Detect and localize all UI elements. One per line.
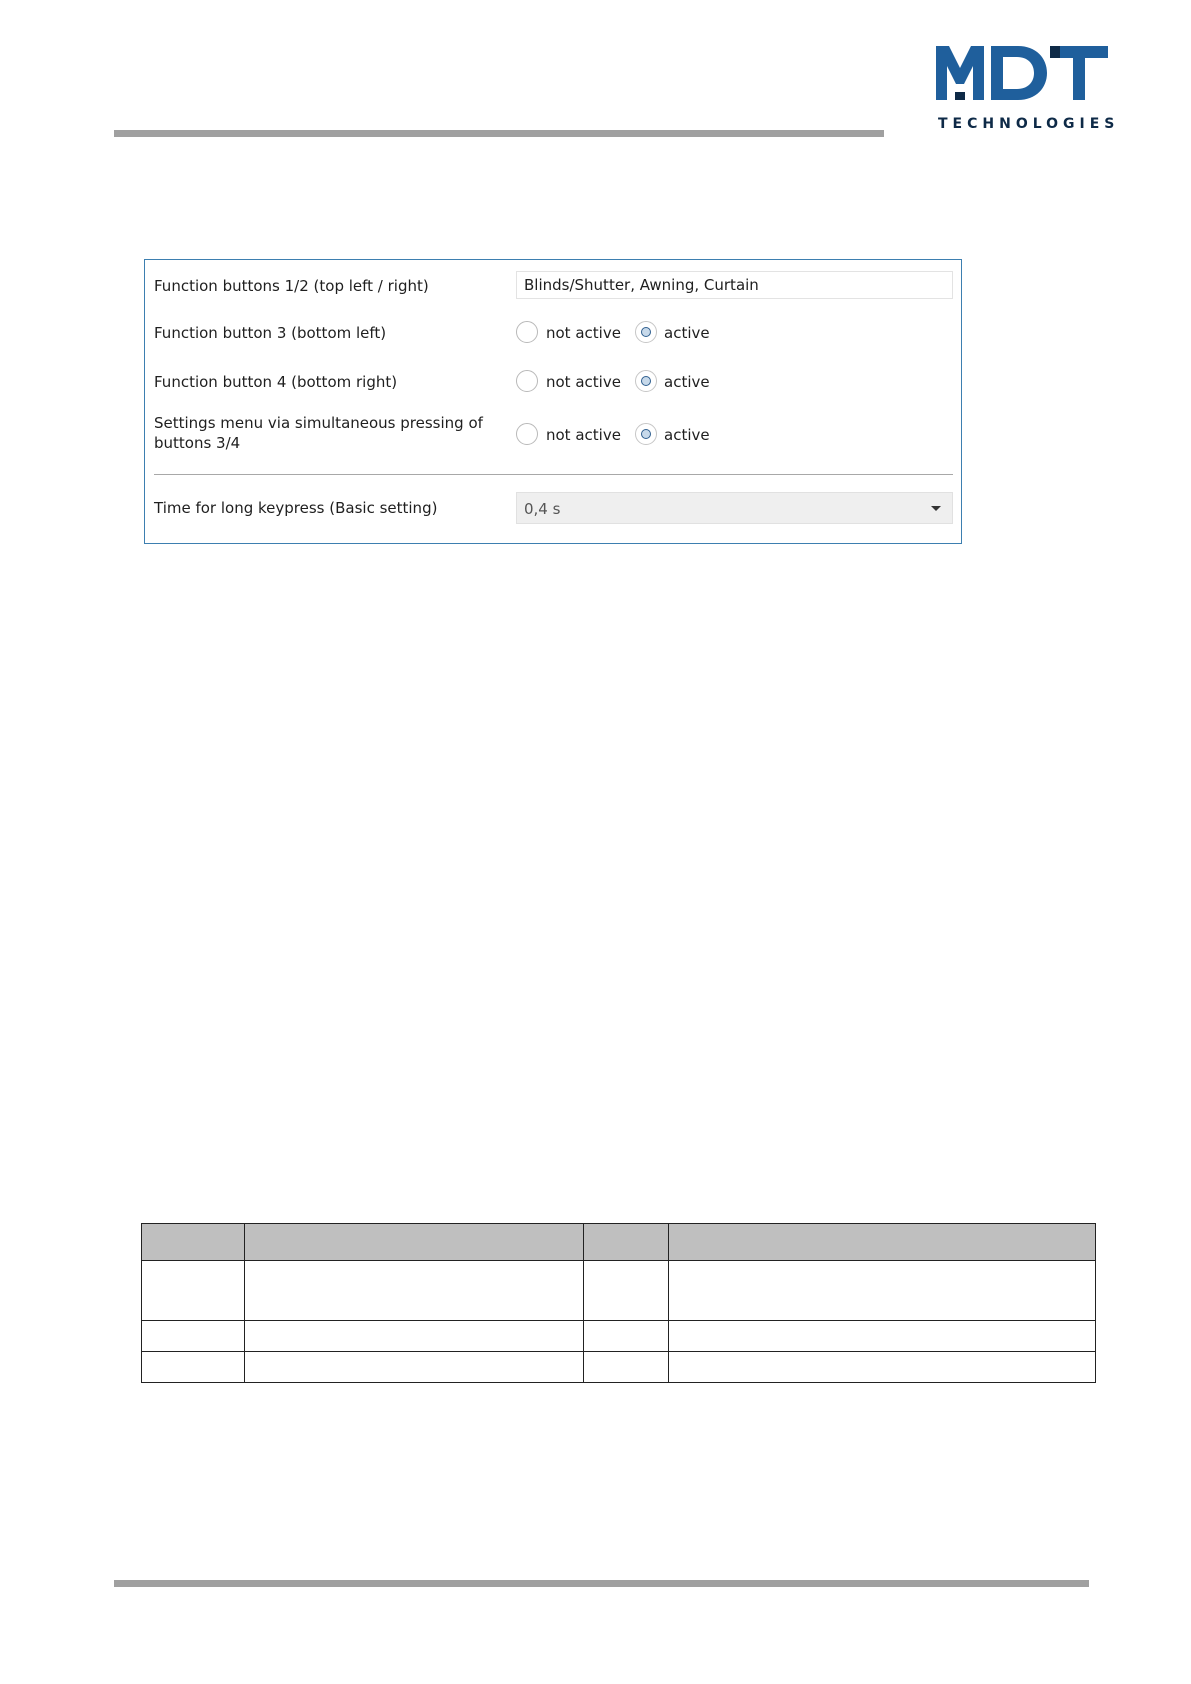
mdt-logo [936,44,1120,134]
table-cell [669,1352,1096,1383]
table-cell [142,1352,245,1383]
settings-menu-label-line2: buttons 3/4 [154,434,241,452]
function-button-3-not-active-label[interactable]: not active [546,324,621,342]
mdt-logo-mark [936,44,1108,102]
settings-menu-active-label[interactable]: active [664,426,710,444]
table-row [142,1261,1096,1321]
table-cell [669,1261,1096,1321]
table-cell [142,1321,245,1352]
table-cell [669,1321,1096,1352]
parameter-panel [144,259,962,544]
table-row [142,1352,1096,1383]
table-cell [584,1352,669,1383]
table-cell [245,1261,584,1321]
panel-divider [154,474,953,475]
table-cell [245,1352,584,1383]
long-keypress-select[interactable] [516,492,953,524]
function-button-4-not-active-radio[interactable] [516,370,538,392]
table-cell [142,1261,245,1321]
table-cell [584,1321,669,1352]
footer-rule [114,1580,1089,1587]
function-button-4-active-label[interactable]: active [664,373,710,391]
function-button-3-label: Function button 3 (bottom left) [154,324,387,342]
function-button-3-active-label[interactable]: active [664,324,710,342]
chevron-down-icon [931,506,941,511]
table-header-cell [584,1224,669,1261]
long-keypress-value: 0,4 s [524,500,561,518]
table-header-cell [245,1224,584,1261]
function-button-3-active-radio[interactable] [635,321,657,343]
long-keypress-label: Time for long keypress (Basic setting) [154,499,438,517]
table-row [142,1321,1096,1352]
settings-menu-not-active-label[interactable]: not active [546,426,621,444]
function-button-3-not-active-radio[interactable] [516,321,538,343]
function-buttons-1-2-label: Function buttons 1/2 (top left / right) [154,277,429,295]
table-cell [245,1321,584,1352]
settings-menu-not-active-radio[interactable] [516,423,538,445]
settings-menu-label [154,413,483,453]
table-header-row [142,1224,1096,1261]
function-button-4-not-active-label[interactable]: not active [546,373,621,391]
settings-menu-active-radio[interactable] [635,423,657,445]
function-buttons-1-2-field[interactable]: Blinds/Shutter, Awning, Curtain [516,271,953,299]
table-header-cell [142,1224,245,1261]
function-button-4-label: Function button 4 (bottom right) [154,373,398,391]
parameter-table [141,1223,1096,1383]
table-header-cell [669,1224,1096,1261]
logo-subtitle: TECHNOLOGIES [938,116,1120,132]
function-button-4-active-radio[interactable] [635,370,657,392]
header-rule [114,130,884,137]
settings-menu-label-line1: Settings menu via simultaneous pressing of [154,414,483,432]
table-cell [584,1261,669,1321]
